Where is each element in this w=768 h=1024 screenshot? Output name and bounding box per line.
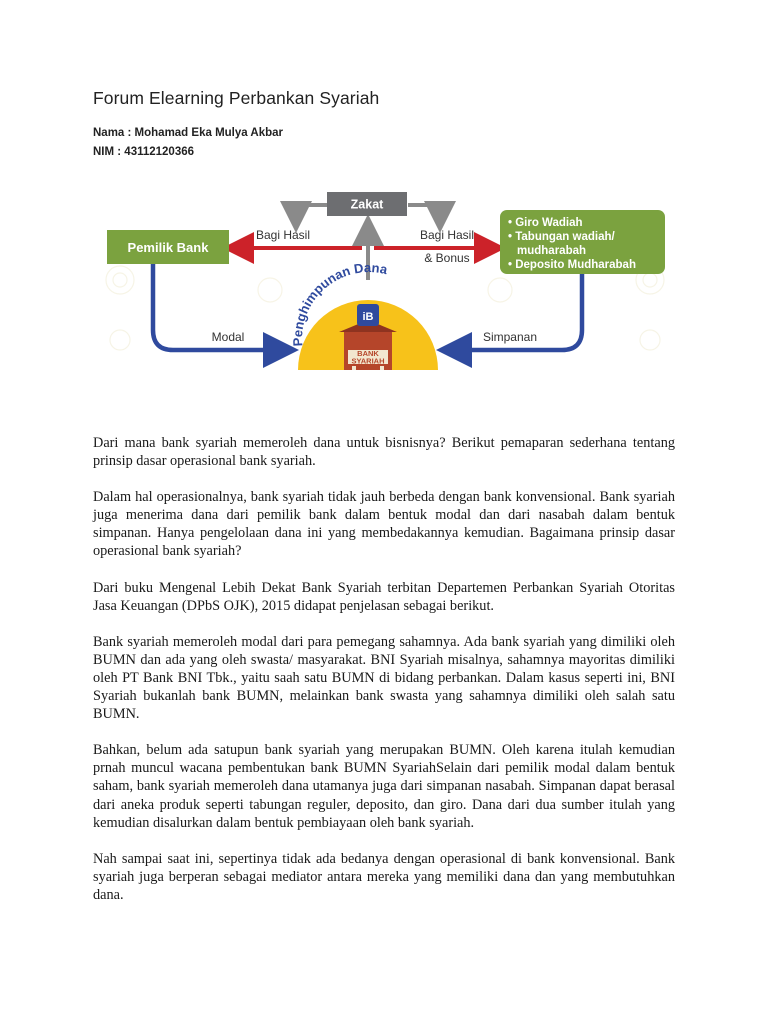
paragraph-3: Dari buku Mengenal Lebih Dekat Bank Syariah terbitan Departemen Perbankan Syariah Otoritas Jasa Keuangan (DPbS OJK), 2015 didapat penjelasan sebagai berikut.	[93, 579, 675, 614]
article-body	[93, 434, 675, 922]
bagi-hasil-right-label: Bagi Hasil	[419, 228, 475, 242]
paragraph-4: Bank syariah memeroleh modal dari para pemegang sahamnya. Ada bank syariah yang dimiliki oleh BUMN dan ada yang oleh swasta/ masyarakat. BNI Syariah misalnya, sahamnya mayoritas dimiliki oleh PT Bank BNI Tbk., yaitu saah satu BUMN di bidang perbankan. Dalam kasus seperti ini, BNI Syariah bukanlah bank BUMN, melainkan bank swasta yang sahamnya dimiliki oleh salah satu BUMN.	[93, 633, 675, 723]
product-deposito: • Deposito Mudharabah	[508, 259, 636, 271]
bonus-label: & Bonus	[424, 251, 470, 265]
product-mudharabah: mudharabah	[517, 245, 587, 257]
bank-line1: BANK	[357, 349, 379, 358]
modal-label: Modal	[211, 330, 245, 344]
bagi-hasil-left-label: Bagi Hasil	[255, 228, 311, 242]
paragraph-5: Bahkan, belum ada satupun bank syariah yang merupakan BUMN. Oleh karena itulah kemudian prnah muncul wacana pembentukan bank BUMN SyariahSelain dari pemilik modal dalam bentuk saham, bank syariah memeroleh dana utamanya juga dari simpanan nasabah. Simpanan dapat berasal dari aneka produk seperti tabungan reguler, deposito, dan giro. Dana dari dua sumber itulah yang kemudian disalurkan dalam bentuk pembiayaan oleh bank syariah.	[93, 742, 675, 831]
author-name: Nama : Mohamad Eka Mulya Akbar	[93, 127, 284, 139]
pemilik-bank-label: Pemilik Bank	[127, 240, 209, 255]
zakat-label: Zakat	[350, 197, 384, 212]
bank-line2: SYARIAH	[351, 356, 385, 366]
paragraph-6: Nah sampai saat ini, sepertinya tidak ada bedanya dengan operasional di bank konvensional. Bank syariah juga berperan sebagai mediator antara mereka yang memiliki dana dan yang membutuhkan dana.	[93, 850, 675, 903]
diagram-svg	[90, 180, 680, 380]
page-title: Forum Elearning Perbankan Syariah	[93, 88, 380, 108]
ib-logo-text: iB	[362, 311, 374, 323]
fund-flow-diagram	[90, 180, 680, 380]
paragraph-1: Dari mana bank syariah memeroleh dana untuk bisnisnya? Berikut pemaparan sederhana tentang prinsip dasar operasional bank syariah.	[93, 435, 675, 470]
paragraph-2: Dalam hal operasionalnya, bank syariah tidak jauh berbeda dengan bank konvensional. Bank syariah juga menerima dana dari pemilik bank dalam bentuk modal dan dari nasabah dalam bentuk simpanan. Hanya pengelolaan dana ini yang membedakannya kemudian. Bagaimana prinsip dasar operasional bank syariah?	[93, 489, 675, 560]
simpanan-label: Simpanan	[482, 330, 538, 344]
student-id: NIM : 43112120366	[93, 146, 195, 158]
penghimpunan-dana-label: Penghimpunan Dana	[289, 260, 389, 347]
product-tabungan: • Tabungan wadiah/	[508, 231, 615, 243]
product-giro-wadiah: • Giro Wadiah	[508, 217, 583, 229]
